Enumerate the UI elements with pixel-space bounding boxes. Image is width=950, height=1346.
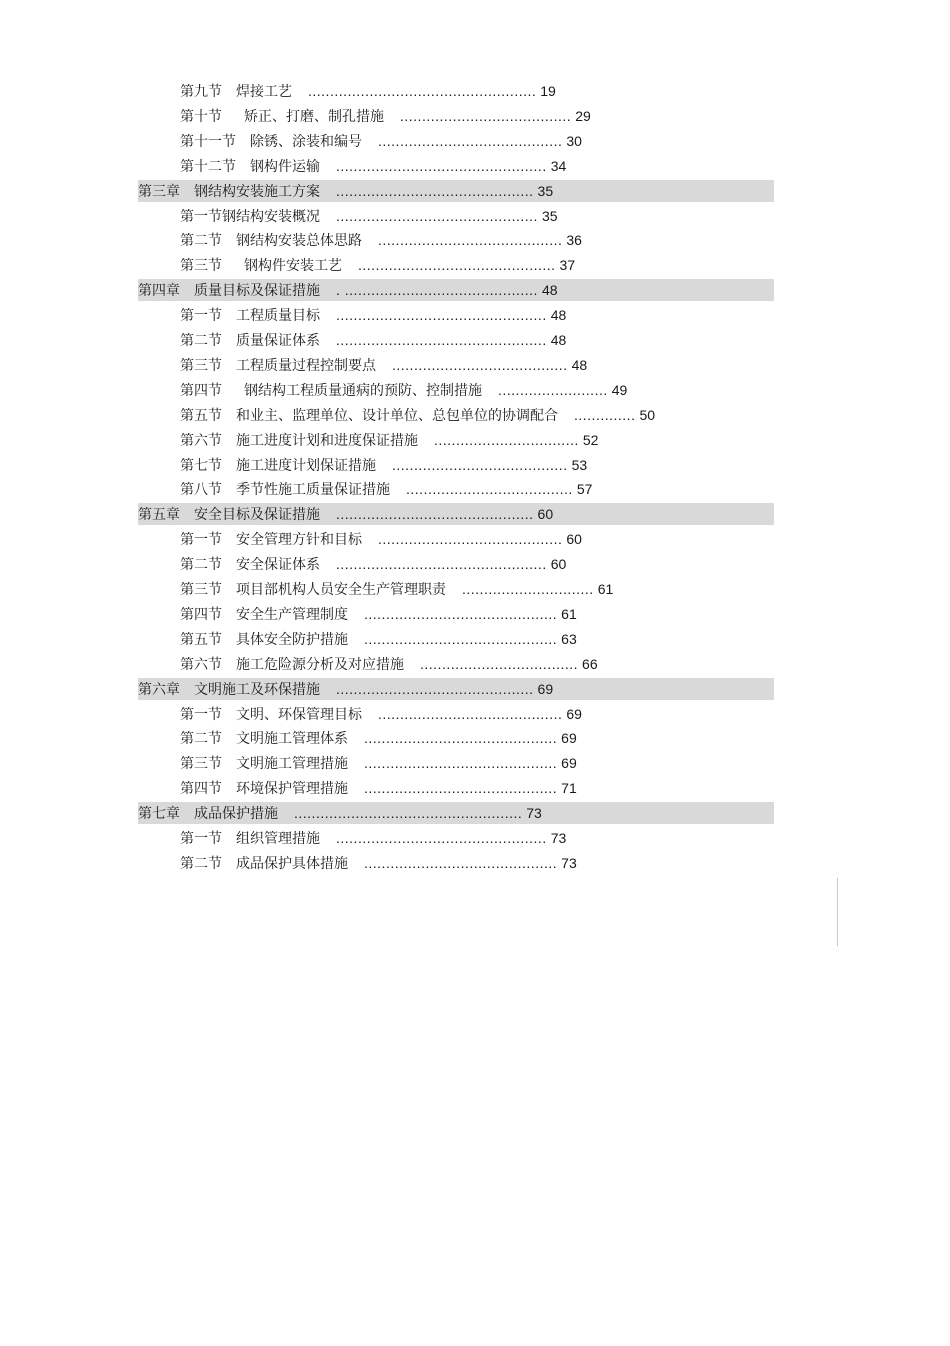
toc-entry-title: 钢构件运输 (250, 159, 320, 175)
toc-page-number: 63 (561, 631, 577, 647)
toc-entry-title: 文明施工及环保措施 (194, 682, 320, 698)
toc-entry-title: 钢结构安装总体思路 (236, 233, 362, 249)
toc-chapter-row[interactable] (138, 503, 774, 525)
toc-page-number: 37 (559, 257, 576, 273)
toc-page-number: 73 (550, 830, 567, 846)
toc-entry-number: 第六节 (180, 657, 222, 673)
toc-section-row[interactable] (180, 703, 582, 725)
toc-entry-number: 第七节 (180, 458, 222, 474)
toc-entry-number: 第二节 (180, 731, 222, 747)
toc-page-number: 36 (566, 232, 582, 248)
toc-entry-title: 成品保护措施 (194, 806, 278, 822)
toc-section-row[interactable] (180, 229, 582, 251)
toc-entry-title: 施工危险源分析及对应措施 (236, 657, 404, 673)
toc-page-number: 53 (571, 457, 588, 473)
toc-entry-title: 工程质量目标 (236, 308, 320, 324)
toc-entry-number: 第一节 (180, 532, 222, 548)
toc-entry-number: 第六章 (138, 682, 180, 698)
toc-entry-number: 第三节 (180, 582, 222, 598)
toc-page-number: 57 (576, 481, 593, 497)
toc-page-number: 50 (639, 407, 656, 423)
toc-section-row[interactable] (180, 429, 598, 451)
toc-page-number: 48 (541, 282, 558, 298)
toc-dot-leader: .......................................... (378, 133, 563, 149)
toc-dot-leader: ................................................ (336, 830, 547, 846)
toc-dot-leader: ................................. (434, 432, 579, 448)
toc-entry-number: 第一节 (180, 831, 222, 847)
toc-page-number: 48 (550, 332, 567, 348)
toc-dot-leader: ............................................. (336, 183, 534, 199)
toc-section-row[interactable] (180, 304, 566, 326)
toc-entry-number: 第六节 (180, 433, 222, 449)
toc-section-row[interactable] (180, 628, 577, 650)
toc-section-row[interactable] (180, 603, 577, 625)
toc-dot-leader: ........................................ (392, 357, 568, 373)
toc-entry-number: 第八节 (180, 482, 222, 498)
toc-page-number: 29 (575, 108, 591, 124)
toc-dot-leader: ............................................ (364, 755, 558, 771)
toc-section-row[interactable] (180, 827, 566, 849)
margin-rule (837, 878, 838, 946)
toc-section-row[interactable] (180, 727, 577, 749)
toc-entry-title: 组织管理措施 (236, 831, 320, 847)
toc-section-row[interactable] (180, 528, 582, 550)
toc-page-number: 49 (611, 382, 628, 398)
toc-entry-title: 工程质量过程控制要点 (236, 358, 376, 374)
toc-dot-leader: .............................................. (336, 208, 538, 224)
toc-entry-title: 具体安全防护措施 (236, 632, 348, 648)
toc-page-number: 61 (597, 581, 614, 597)
toc-section-row[interactable] (180, 205, 558, 227)
toc-page-number: 60 (566, 531, 582, 547)
toc-entry-title: 安全保证体系 (236, 557, 320, 573)
toc-dot-leader: ........................................ (392, 457, 568, 473)
toc-entry-title: 除锈、涂装和编号 (250, 134, 362, 150)
toc-entry-title: 文明、环保管理目标 (236, 707, 362, 723)
toc-entry-title: 安全生产管理制度 (236, 607, 348, 623)
toc-dot-leader: .......................................... (378, 232, 563, 248)
toc-chapter-row[interactable] (138, 180, 774, 202)
toc-entry-title: 文明施工管理措施 (236, 756, 348, 772)
toc-section-row[interactable] (180, 155, 566, 177)
toc-section-row[interactable] (180, 379, 627, 401)
toc-section-row[interactable] (180, 653, 598, 675)
toc-section-row[interactable] (180, 80, 556, 102)
toc-section-row[interactable] (180, 254, 575, 276)
toc-entry-number: 第二节 (180, 856, 222, 872)
toc-entry-title: 矫正、打磨、制孔措施 (244, 109, 384, 125)
toc-entry-number: 第四章 (138, 283, 180, 299)
toc-section-row[interactable] (180, 578, 613, 600)
toc-dot-leader: ................................................ (336, 158, 547, 174)
toc-section-row[interactable] (180, 130, 582, 152)
toc-page-number: 69 (561, 730, 577, 746)
toc-page-number: 69 (537, 681, 554, 697)
toc-dot-leader: ................................................ (336, 556, 547, 572)
toc-section-row[interactable] (180, 404, 655, 426)
toc-entry-title: 成品保护具体措施 (236, 856, 348, 872)
toc-dot-leader: ...................................... (406, 481, 573, 497)
toc-page-number: 35 (541, 208, 558, 224)
toc-dot-leader: ............................................ (364, 606, 558, 622)
toc-entry-title: 文明施工管理体系 (236, 731, 348, 747)
toc-entry-number: 第四节 (180, 383, 222, 399)
toc-entry-number: 第四节 (180, 781, 222, 797)
toc-entry-number: 第九节 (180, 84, 222, 100)
toc-entry-number: 第三节 (180, 258, 222, 274)
toc-page-number: 60 (537, 506, 554, 522)
toc-dot-leader: .......................................... (378, 706, 563, 722)
toc-page-number: 19 (540, 83, 556, 99)
toc-dot-leader: .......................................... (378, 531, 563, 547)
toc-entry-title: 安全管理方针和目标 (236, 532, 362, 548)
toc-chapter-row[interactable] (138, 678, 774, 700)
toc-section-row[interactable] (180, 105, 591, 127)
toc-entry-title: 钢结构安装施工方案 (194, 184, 320, 200)
toc-entry-title: 钢构件安装工艺 (244, 258, 342, 274)
toc-section-row[interactable] (180, 329, 566, 351)
toc-page-number: 71 (561, 780, 577, 796)
toc-dot-leader: ............................................. (336, 681, 534, 697)
toc-chapter-row[interactable] (138, 279, 774, 301)
toc-dot-leader: ............................................ (364, 780, 558, 796)
toc-entry-title: 钢结构安装概况 (222, 209, 320, 225)
toc-dot-leader: .............................. (462, 581, 594, 597)
toc-entry-number: 第五章 (138, 507, 180, 523)
toc-page-number: 52 (582, 432, 599, 448)
toc-entry-title: 质量保证体系 (236, 333, 320, 349)
toc-page-number: 61 (561, 606, 577, 622)
toc-entry-title: 项目部机构人员安全生产管理职责 (236, 582, 446, 598)
toc-page-number: 35 (537, 183, 554, 199)
toc-entry-number: 第三节 (180, 358, 222, 374)
toc-entry-number: 第五节 (180, 408, 222, 424)
toc-page-number: 60 (550, 556, 567, 572)
toc-section-row[interactable] (180, 852, 577, 874)
toc-entry-title: 施工进度计划和进度保证措施 (236, 433, 418, 449)
toc-entry-number: 第五节 (180, 632, 222, 648)
toc-entry-title: 施工进度计划保证措施 (236, 458, 376, 474)
toc-section-row[interactable] (180, 553, 566, 575)
toc-entry-number: 第四节 (180, 607, 222, 623)
toc-dot-leader: .................................... (420, 656, 579, 672)
toc-dot-leader: . ............................................ (336, 282, 538, 298)
toc-entry-title: 季节性施工质量保证措施 (236, 482, 390, 498)
toc-entry-number: 第一节 (180, 209, 222, 225)
toc-dot-leader: ............................................ (364, 631, 558, 647)
toc-entry-number: 第二节 (180, 333, 222, 349)
toc-page-number: 48 (571, 357, 588, 373)
toc-entry-number: 第三节 (180, 756, 222, 772)
toc-entry-number: 第十二节 (180, 159, 236, 175)
toc-entry-number: 第十一节 (180, 134, 236, 150)
toc-entry-title: 钢结构工程质量通病的预防、控制措施 (244, 383, 482, 399)
toc-page-number: 30 (566, 133, 582, 149)
toc-entry-number: 第二节 (180, 557, 222, 573)
toc-entry-number: 第七章 (138, 806, 180, 822)
toc-dot-leader: ............................................ (364, 730, 558, 746)
toc-section-row[interactable] (180, 752, 577, 774)
toc-section-row[interactable] (180, 478, 592, 500)
toc-section-row[interactable] (180, 777, 577, 799)
toc-dot-leader: ................................................ (336, 307, 547, 323)
toc-page-number: 69 (561, 755, 577, 771)
toc-dot-leader: ............................................ (364, 855, 558, 871)
toc-dot-leader: .............. (574, 407, 636, 423)
toc-entry-title: 焊接工艺 (236, 84, 292, 100)
toc-dot-leader: ............................................. (336, 506, 534, 522)
toc-entry-title: 环境保护管理措施 (236, 781, 348, 797)
toc-section-row[interactable] (180, 454, 587, 476)
toc-page-number: 69 (566, 706, 582, 722)
toc-dot-leader: ............................................. (358, 257, 556, 273)
toc-section-row[interactable] (180, 354, 587, 376)
toc-entry-number: 第三章 (138, 184, 180, 200)
toc-dot-leader: .................................................... (294, 805, 523, 821)
toc-entry-number: 第十节 (180, 109, 222, 125)
toc-entry-title: 质量目标及保证措施 (194, 283, 320, 299)
toc-entry-title: 和业主、监理单位、设计单位、总包单位的协调配合 (236, 408, 558, 424)
toc-dot-leader: ....................................... (400, 108, 572, 124)
toc-dot-leader: .................................................... (308, 83, 537, 99)
toc-chapter-row[interactable] (138, 802, 774, 824)
toc-entry-number: 第一节 (180, 707, 222, 723)
toc-dot-leader: ................................................ (336, 332, 547, 348)
toc-page-number: 73 (561, 855, 577, 871)
toc-page-number: 34 (550, 158, 567, 174)
toc-page-number: 73 (526, 805, 542, 821)
toc-entry-number: 第二节 (180, 233, 222, 249)
toc-entry-title: 安全目标及保证措施 (194, 507, 320, 523)
toc-page-number: 48 (550, 307, 567, 323)
toc-entry-number: 第一节 (180, 308, 222, 324)
toc-page-number: 66 (582, 656, 598, 672)
toc-dot-leader: ......................... (498, 382, 608, 398)
